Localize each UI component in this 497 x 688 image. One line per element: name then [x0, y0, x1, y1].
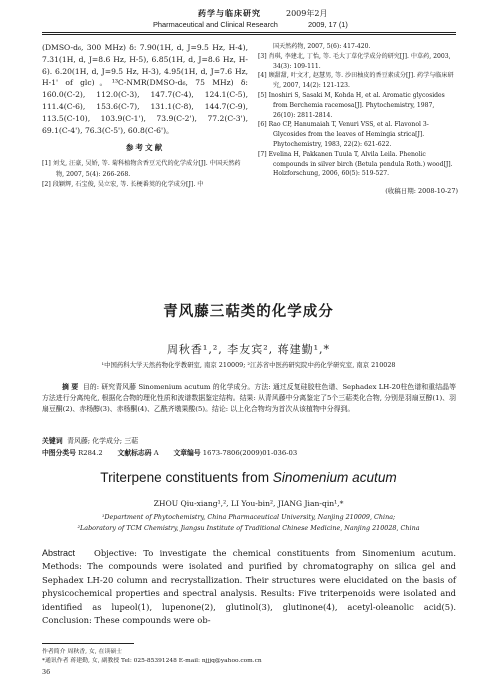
- clc-value: R284.2: [78, 449, 103, 457]
- article-no-label: 文章编号: [173, 449, 201, 457]
- journal-name-en: Pharmaceutical and Clinical Research: [153, 20, 278, 29]
- title-en-prefix: Triterpene constituents from: [100, 470, 273, 485]
- keywords-zh: [42, 435, 138, 445]
- reference-item: 国天然药物, 2007, 5(6): 417-420.: [273, 43, 371, 50]
- affiliation-zh: ¹中国药科大学天然药物化学教研室, 南京 210009; ²江苏省中医药研究院中药化学研究室, 南京 210028: [101, 361, 396, 369]
- reference-item: [7] Evelina H, Pakkanen Tuula T, Alvila Leila. Phenolic compounds in silver birch (Betula pendula Roth.) wood[J]. Holzforschung, 2006, 60(5): 519-527.: [258, 150, 453, 178]
- authors-zh: 周秋香¹,², 李友宾², 蒋建勤¹,*: [166, 343, 331, 356]
- classification-line: [42, 447, 456, 457]
- right-column: [258, 42, 458, 197]
- journal-name-zh: 药学与临床研究: [198, 8, 261, 18]
- header-rule-thin: [42, 34, 456, 35]
- footnote-corresponding: *通讯作者 蒋建勤, 女, 副教授 Tel: 025-85391248 E-mail: njjjq@yahoo.com.cn: [42, 658, 262, 664]
- doc-code-value: A: [153, 449, 159, 457]
- affiliation-en-2: ²Laboratory of TCM Chemistry, Jiangsu Institute of Traditional Chinese Medicine, Nanjing 210028, China: [77, 524, 420, 532]
- reference-item: [4] 顾甜甜, 叶文才, 赵慧男, 等. 沙田柚皮的香豆素成分[J]. 药学与临床研究, 2007, 14(2): 121-123.: [258, 72, 454, 90]
- left-column: [42, 42, 248, 191]
- reference-item: [1] 刘戈, 汪豪, 吴娇, 等. 菊科植物含香豆元代的化学成分[J]. 中国天然药物, 2007, 5(4): 266-268.: [42, 160, 241, 178]
- references-title: 参考文献: [125, 143, 165, 153]
- authors-en: ZHOU Qiu-xiang¹,², LI You-bin², JIANG Jian-qin¹,*: [153, 499, 344, 508]
- abstract-zh: [42, 382, 456, 415]
- footnote-rule: [42, 643, 134, 644]
- received-date: (收稿日期: 2008-10-27): [385, 187, 458, 196]
- article-title-zh: 青风藤三萜类的化学成分: [163, 303, 334, 320]
- issue-date: 2009年2月: [286, 9, 328, 18]
- header-rule: [42, 32, 456, 33]
- abstract-zh-text: 目的: 研究青风藤 Sinomenium acutum 的化学成分。方法: 通过反复硅胶柱色谱、Sephadex LH-20柱色谱和重结晶等方法进行分离纯化, 根据化合物的理化性质和波谱数据鉴定结构。结果: 从青风藤中分离鉴定了5个三萜类化合物, 分别是羽扇豆醇(1)、羽扇豆酮(2)、赤杨醇(3)、赤杨酮(4)、乙酰齐墩果酸(5)。结论: 以上化合物均为首次从该植物中分得到。: [42, 383, 456, 413]
- title-en-species: Sinomenium acutum: [272, 470, 397, 485]
- abstract-en-label: Abstract: [42, 548, 76, 558]
- nmr-continuation: (DMSO-d₆, 300 MHz) δ: 7.90(1H, d, J=9.5 Hz, H-4), 7.31(1H, d, J=8.6 Hz, H-5), 6.85(1H, d, J=8.6 Hz, H-6). 6.20(1H, d, J=9.5 Hz, H-3), 4.95(1H, d, J=7.6 Hz, H-1' of glc)。¹³C-NMR(DMSO-d₆, 75 MHz) δ: 160.0(C-2), 112.0(C-3), 147.7(C-4), 124.1(C-5), 111.4(C-6), 153.6(C-7), 131.1(C-8), 144.7(C-9), 113.5(C-10), 103.9(C-1'), 73.9(C-2'), 77.2(C-3'), 69.1(C-4'), 76.3(C-5'), 60.8(C-6')。: [42, 43, 248, 135]
- article-title-en: [0, 470, 497, 485]
- reference-item: [5] Inoshiri S, Sasaki M, Kohda H, et al. Aromatic glycosides from Berchemia racemosa[J]. Phytochemistry, 1987, 26(10): 2811-2814.: [258, 91, 445, 119]
- abstract-zh-label: 摘 要: [62, 383, 79, 391]
- reference-item: [2] 段颖辉, 石宝俊, 吴立宏, 等. 长梗番荚的化学成分[J]. 中: [42, 181, 204, 189]
- reference-item: [3] 肖琪, 李建北, 丁怡, 等. 毛大丁草化学成分的研究[J]. 中草药, 2003, 34(3): 109-111.: [258, 52, 451, 70]
- doc-code-label: 文献标志码: [117, 449, 152, 457]
- article-no-value: 1673-7806(2009)01-036-03: [202, 449, 298, 457]
- abstract-en-text: Objective: To investigate the chemical constituents from Sinomenium acutum. Methods: The compounds were isolated and purified by chromatography on silica gel and Sephadex LH-20 column and recrystallization. Their structures were elucidated on the basis of physicochemical properties and spectral analysis. Results: Five triterpenoids were isolated and identified as lupeol(1), lupenone(2), glutinol(3), glutinone(4), acetyl-oleanolic acid(5). Conclusion: These compounds were ob-: [42, 548, 456, 626]
- abstract-en: [42, 547, 456, 627]
- page-number: 36: [42, 668, 51, 676]
- volume-issue: 2009, 17 (1): [308, 20, 348, 29]
- keywords-text: 青风藤; 化学成分; 三萜: [67, 437, 139, 445]
- reference-item: [6] Rao CP, Hanumaiah T, Venuri VSS, et al. Flavonol 3-Glycosides from the leaves of Hemingia strica[J]. Phytochemistry, 1983, 22(2): 621-622.: [258, 121, 429, 148]
- clc-label: 中图分类号: [42, 449, 76, 457]
- keywords-label: 关键词: [42, 437, 63, 445]
- affiliation-en-1: ¹Department of Phytochemistry, China Pharmaceutical University, Nanjing 210009, China;: [101, 513, 396, 521]
- footnote-author-intro: 作者简介 周秋香, 女, 在读硕士: [42, 649, 123, 655]
